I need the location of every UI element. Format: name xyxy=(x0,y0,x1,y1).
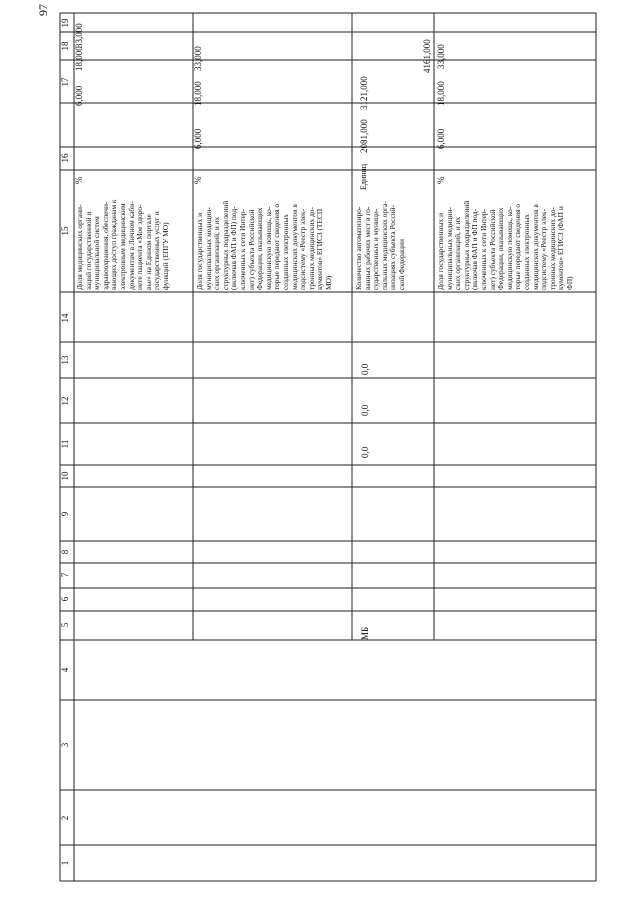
row3-col5: МБ xyxy=(360,626,370,640)
row2-col17: 6,000 xyxy=(193,128,203,149)
row3-col13: 0,0 xyxy=(360,363,370,375)
row3-col18: 3121,000 xyxy=(359,76,369,110)
row2-col16: % xyxy=(193,176,203,184)
row2-col15-line-5: (включая ФАП и ФП) под- xyxy=(229,206,239,290)
row2-col19: 33,000 xyxy=(193,46,203,71)
col-header-16: 16 xyxy=(60,153,70,163)
row4-col15-line-13: подсистему «Реестр элек- xyxy=(539,208,549,290)
row3-col15-line-1: Количество автоматизиро- xyxy=(354,206,363,290)
row2-col15-line-11: созданных электронных xyxy=(280,213,290,290)
col-header-19: 19 xyxy=(60,18,70,28)
row4-col18: 18,000 xyxy=(436,81,446,106)
row1-col15-line-4: здравоохранения, обеспечи- xyxy=(100,201,110,290)
row4-col15-line-8: Федерации, оказывающих xyxy=(496,207,506,290)
col-header-13: 13 xyxy=(60,355,70,365)
row2-col15-line-3: ских организаций, и их xyxy=(212,216,222,290)
row3-col19: 4161,000 xyxy=(422,39,432,73)
row2-col15-line-12: медицинских документов в xyxy=(289,204,299,290)
row1-col15-line-9: вье» на Едином портале xyxy=(143,214,153,290)
col-header-14: 14 xyxy=(60,313,70,323)
row4-col15-line-7: нет) субъекта Российской xyxy=(487,209,497,290)
row3-col15-line-4: пальных медицинских орга- xyxy=(379,201,389,290)
row2-col15-line-16: МО) xyxy=(323,275,333,290)
row2-col15-line-15: кументов» ЕГИСЗ (ТЕСП xyxy=(315,208,325,290)
col-header-4: 4 xyxy=(60,667,70,673)
row1-col18: 18,000 xyxy=(74,46,84,71)
row2-col15-text xyxy=(196,201,334,290)
row4-col15-line-4: структурных подразделений xyxy=(461,200,471,290)
row2-col15-line-8: Федерации, оказывающих xyxy=(255,207,265,290)
row1-col15-line-2: заций государственной и xyxy=(83,211,93,290)
row2-col18: 18,000 xyxy=(193,81,203,106)
row4-col16: % xyxy=(436,176,446,184)
row3-col16: Единиц xyxy=(359,163,368,190)
row2-col15-line-4: структурных подразделений xyxy=(220,200,230,290)
row4-col15-line-10: торые передают сведения о xyxy=(513,203,523,290)
col-header-11: 11 xyxy=(60,439,70,449)
row2-col15-line-9: медицинскую помощь, ко- xyxy=(263,206,273,290)
row2-col15-line-6: ключенных к сети Интер- xyxy=(237,208,247,290)
row1-col15-line-8: нете пациента «Мое здоро- xyxy=(135,204,145,290)
row4-col15-line-3: ских организаций, и их xyxy=(453,216,463,290)
row2-col15-line-2: муниципальных медицин- xyxy=(203,207,213,290)
row3-col12: 0,0 xyxy=(360,404,370,416)
row3-col15-line-3: сударственных и муници- xyxy=(371,208,381,290)
row2-col15-line-1: Доля государственных и xyxy=(195,212,204,290)
row3-col15-line-2: ванных рабочих мест в го- xyxy=(362,206,372,290)
col-header-15: 15 xyxy=(60,226,70,236)
col-header-5: 5 xyxy=(60,622,70,628)
row4-col15-line-5: (включая ФАП и ФП под- xyxy=(470,208,480,290)
col-header-9: 9 xyxy=(60,511,70,517)
row1-col16: % xyxy=(74,176,84,184)
col-header-3: 3 xyxy=(60,742,70,748)
row4-col15-line-15: кументов» ЕГИСЗ (ФАП и xyxy=(556,206,566,290)
row1-col15-line-11: функций (ЕПГУ МО) xyxy=(160,222,170,290)
row1-col15-text xyxy=(76,200,171,290)
row1-col15-line-10: государственных услуг и xyxy=(152,211,162,290)
row4-col15-text xyxy=(437,201,575,290)
row1-col15-line-6: электронным медицинским xyxy=(117,203,127,290)
col-header-18: 18 xyxy=(60,41,70,51)
page-number: 97 xyxy=(36,4,50,16)
row3-col15-line-6: ской Федерации xyxy=(396,239,406,290)
col-header-8: 8 xyxy=(60,549,70,555)
col-header-10: 10 xyxy=(60,471,70,481)
row4-col17: 6,000 xyxy=(436,128,446,149)
row2-col15-line-13: подсистему «Реестр элек- xyxy=(298,208,308,290)
row4-col15-line-12: медицинских документов в xyxy=(530,204,540,290)
row1-col15-line-1: Доля медицинских органи- xyxy=(75,204,84,290)
row3-col11: 0,0 xyxy=(360,446,370,458)
row3-col15-line-5: низациях субъекта Россий- xyxy=(388,204,398,290)
row4-col15-line-9: медицинскую помощь, ко- xyxy=(504,206,514,290)
row1-col15-line-7: документам в Личном каби- xyxy=(126,201,136,290)
row1-col15-line-5: вающих доступ гражданам к xyxy=(109,199,119,290)
table-border xyxy=(60,13,596,881)
col-header-6: 6 xyxy=(60,596,70,602)
row4-col15-line-16: ФП) xyxy=(564,276,574,290)
row3-col15-text xyxy=(355,201,407,290)
col-header-17: 17 xyxy=(60,77,70,87)
row4-col19: 33,000 xyxy=(436,44,446,69)
row4-col15-line-6: ключенных к сети Интер- xyxy=(478,208,488,290)
col-header-7: 7 xyxy=(60,572,70,578)
row4-col15-line-11: созданных электронных xyxy=(521,213,531,290)
row4-col15-line-1: Доля государственных и xyxy=(436,212,445,290)
row4-col15-line-2: муниципальных медицин- xyxy=(444,207,454,290)
col-header-2: 2 xyxy=(60,815,70,821)
row3-col17: 2081,000 xyxy=(359,119,369,153)
col-header-1: 1 xyxy=(60,860,70,866)
col-header-12: 12 xyxy=(60,396,70,406)
row1-col17: 6,000 xyxy=(74,85,84,106)
row4-col15-line-14: тронных медицинских до- xyxy=(547,207,557,290)
row2-col15-line-7: нет) субъекта Российской xyxy=(246,209,256,290)
row2-col15-line-14: тронных медицинских до- xyxy=(306,207,316,290)
row1-col15-line-3: муниципальной систем xyxy=(92,216,102,290)
row1-col19: 33,000 xyxy=(74,23,84,48)
row2-col15-line-10: торые передают сведения о xyxy=(272,203,282,290)
